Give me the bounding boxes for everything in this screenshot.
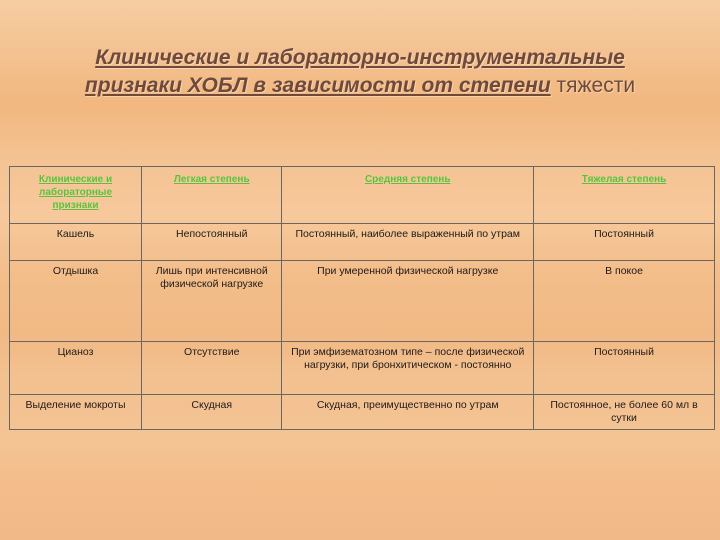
- table-row: [10, 395, 715, 430]
- copd-severity-table: [9, 166, 715, 430]
- table-cell: Цианоз: [10, 342, 142, 395]
- table-cell: В покое: [534, 261, 715, 342]
- table-cell: Кашель: [10, 224, 142, 261]
- table-cell: При умеренной физической нагрузке: [282, 261, 534, 342]
- table-cell: Постоянный, наиболее выраженный по утрам: [282, 224, 534, 261]
- table-cell: При эмфизематозном типе – после физической нагрузки, при бронхитическом - постоянно: [282, 342, 534, 395]
- title-suffix: тяжести: [556, 74, 636, 97]
- table-cell: Отдышка: [10, 261, 142, 342]
- page-title: [0, 44, 720, 100]
- header-mild: Легкая степень: [142, 167, 282, 224]
- header-clinical-signs: Клинические и лабораторные признаки: [10, 167, 142, 224]
- table-cell: Скудная, преимущественно по утрам: [282, 395, 534, 430]
- table-cell: Постоянный: [534, 342, 715, 395]
- table-cell: Непостоянный: [142, 224, 282, 261]
- title-line-1: Клинические и лабораторно-инструментальные: [95, 46, 625, 69]
- header-moderate: Средняя степень: [282, 167, 534, 224]
- title-line-2: признаки ХОБЛ в зависимости от степени: [84, 74, 551, 97]
- table-cell: Лишь при интенсивной физической нагрузке: [142, 261, 282, 342]
- header-severe: Тяжелая степень: [534, 167, 715, 224]
- table-cell: Постоянное, не более 60 мл в сутки: [534, 395, 715, 430]
- table-row: [10, 342, 715, 395]
- table-cell: Выделение мокроты: [10, 395, 142, 430]
- table-header-row: [10, 167, 715, 224]
- table-cell: Постоянный: [534, 224, 715, 261]
- table-cell: Отсутствие: [142, 342, 282, 395]
- table-cell: Скудная: [142, 395, 282, 430]
- table-row: [10, 224, 715, 261]
- table-row: [10, 261, 715, 342]
